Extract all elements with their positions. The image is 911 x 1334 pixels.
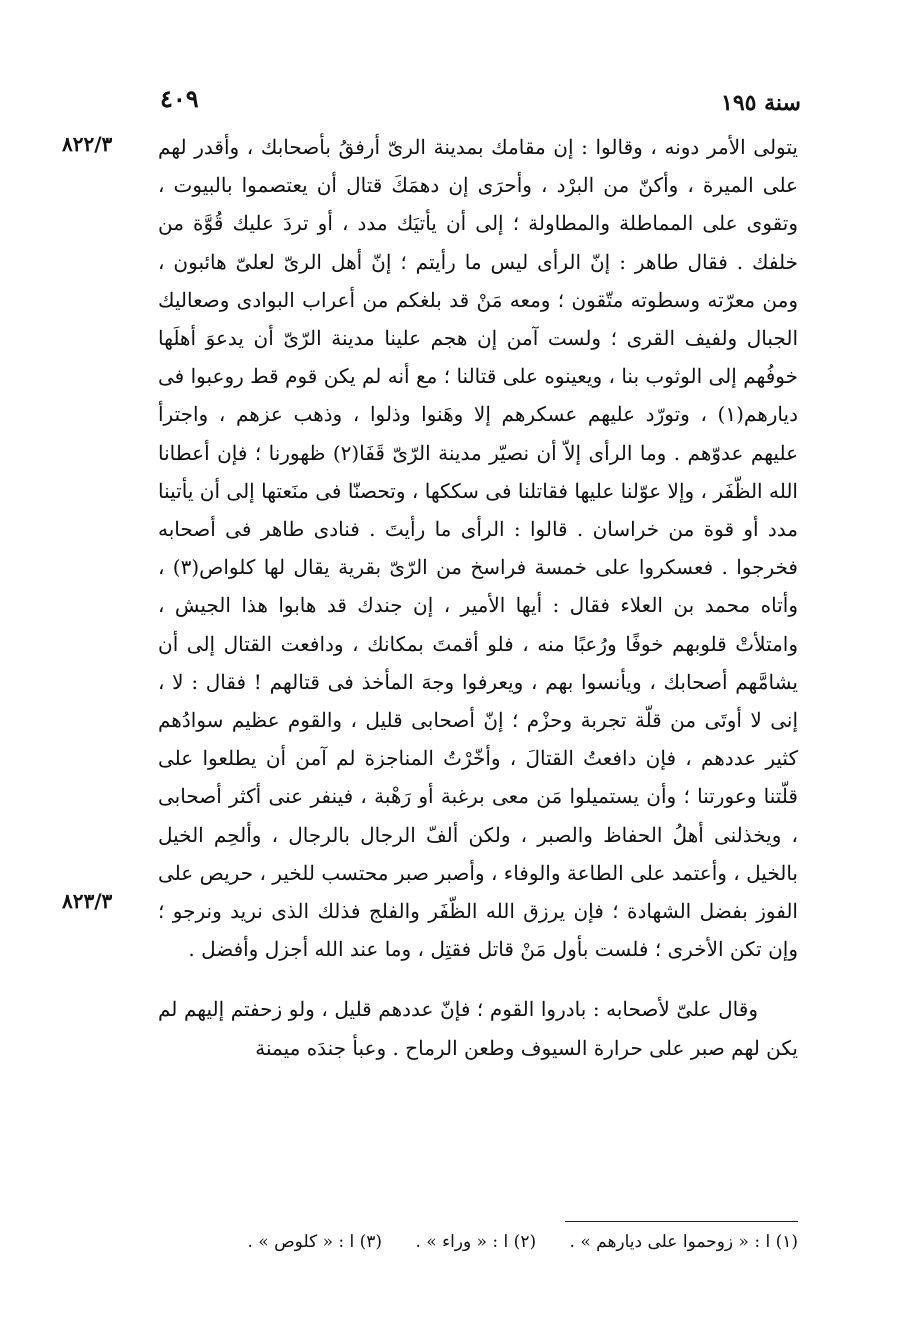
page-number: ٤٠٩ (160, 84, 199, 113)
running-header-year: سنة ١٩٥ (721, 90, 801, 116)
main-text (158, 128, 798, 1067)
footnote: (٣) ا : « كلوص » . (247, 1232, 383, 1252)
footnote-divider (565, 1221, 798, 1222)
margin-reference: ٨٢٣/٣ (62, 889, 113, 913)
paragraph: وقال علىّ لأصحابه : بادروا القوم ؛ فإنّ عددهم قليل ، ولو زحفتم إليهم لم يكن لهم صبر على حرارة السيوف وطعن الرماح . وعبأ جندَه ميمنة (158, 997, 798, 1060)
footnote: (٢) ا : « وراء » . (415, 1232, 537, 1252)
footnotes (158, 1232, 798, 1252)
paragraph: يتولى الأمر دونه ، وقالوا : إن مقامك بمدينة الرىّ أرفقُ بأصحابك ، وأقدر لهم على الميرة ، وأكنّ من البرْد ، وأحرَى إن دهمَكَ قتال أن يعتصموا بالبيوت ، وتقوى على المماطلة والمطاولة ؛ إلى أن يأتيَك مدد ، أو تردَ عليك قُوَّة من خلفك . فقال طاهر : إنّ الرأى ليس ما رأيتم ؛ إنّ أهل الرىّ لعلىّ هائبون ، ومن معرّته وسطوته متّقون ؛ ومعه مَنْ قد بلغكم من أعراب البوادى وصعاليك الجبال ولفيف القرى ؛ ولست آمن إن هجم علينا مدينة الرّىّ أن يدعوَ أهلَها خوفُهم إلى الوثوب بنا ، ويعينوه على قتالنا ؛ مع أنه لم يكن قوم قط روعبوا فى ديارهم(١) ، وتورّد عليهم عسكرهم إلا وهَنوا وذلوا ، وذهب عزهم ، واجترأ عليهم عدوّهم . وما الرأى إلاّ أن نصيّر مدينة الرّىّ قَفَا(٢) ظهورنا ؛ فإن أعطانا الله الظّفَر ، وإلا عوّلنا عليها فقاتلنا فى سككها ، وتحصنّا فى منَعتها إلى أن يأتينا مدد أو قوة من خراسان . قالوا : الرأى ما رأيتَ . فنادى طاهر فى أصحابه فخرجوا . فعسكروا على خمسة فراسخ من الرّىّ بقرية يقال لها كلواص(٣) ، وأتاه محمد بن العلاء فقال : أيها الأمير ، إن جندك قد هابوا هذا الجيش ، وامتلأتْ قلوبهم خوفًا ورُعبًا منه ، فلو أقمتَ بمكانك ، ودافعت القتال إلى أن يشامَّهم أصحابك ، ويأنسوا بهم ، ويعرفوا وجهَ المأخذ فى قتالهم ! فقال : لا ، إنى لا أوتَى من قلّة تجربة وحزْم ؛ إنّ أصحابى قليل ، والقوم عظيم سوادُهم كثير عددهم ، فإن دافعتُ القتالَ ، وأخّرْتُ المناجزة لم آمن أن يطلعوا على قلّتنا وعورتنا ؛ وأن يستميلوا مَن معى برغبة أو رَهْبة ، فينفر عنى أكثر أصحابى ، ويخذلنى أهلُ الحفاظ والصبر ، ولكن ألفّ الرجال بالرجال ، وألحِم الخيل بالخيل ، وأعتمد على الطاعة والوفاء ، وأصبر صبر محتسب للخير ، حريص على الفوز بفضل الشهادة ؛ فإن يرزق الله الظّفَر والفلج فذلك الذى نريد ونرجو ؛ وإن تكن الأخرى ؛ فلست بأول مَنْ قاتل فقتِل ، وما عند الله أجزل وأفضل . (158, 135, 798, 962)
footnote: (١) ا : « زوحموا على ديارهم » . (569, 1232, 798, 1252)
margin-reference: ٨٢٢/٣ (62, 132, 113, 156)
